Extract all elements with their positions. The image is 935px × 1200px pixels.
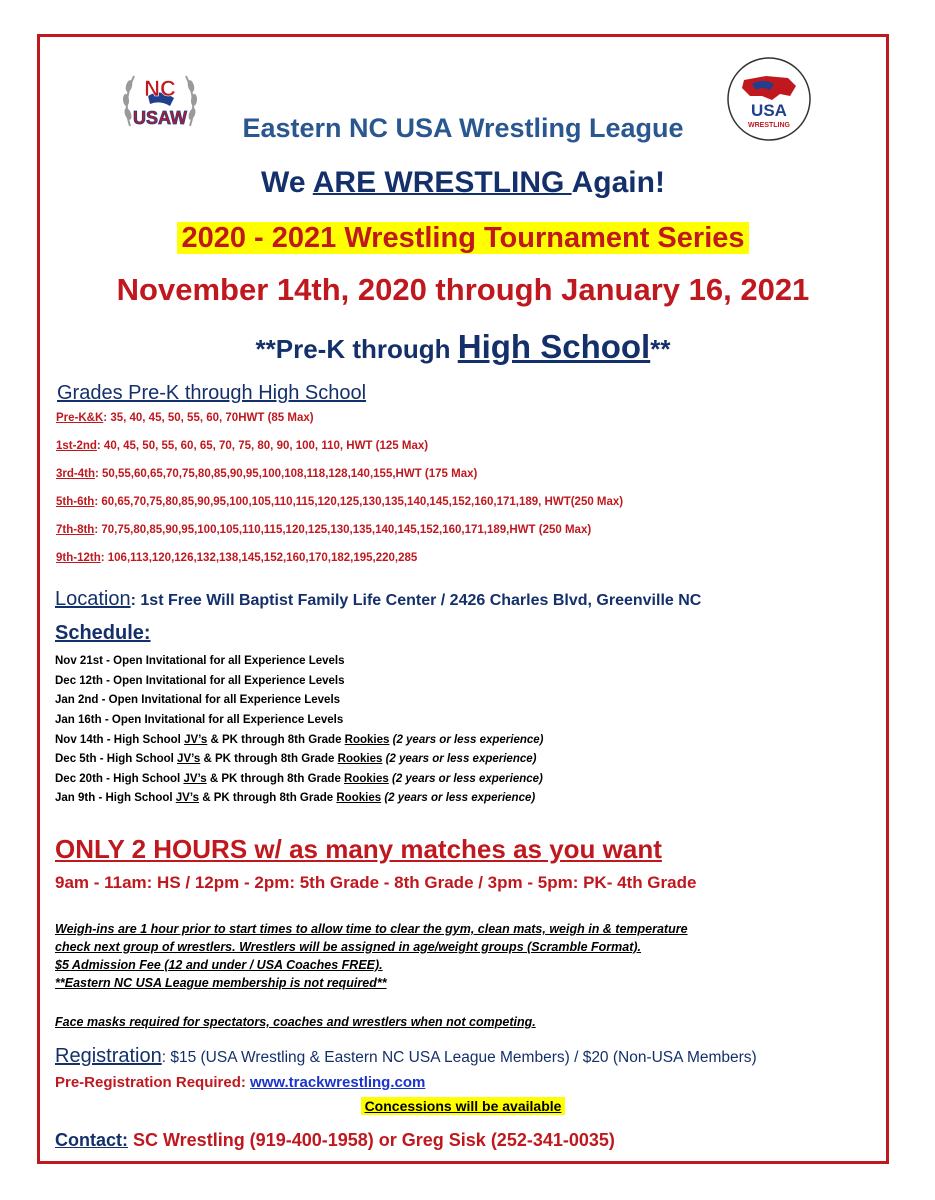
weight-class-row: 5th-6th: 60,65,70,75,80,85,90,95,100,105,110,115,120,125,130,135,140,145,152,160,171,189, HWT(250 Max) bbox=[56, 496, 624, 508]
age-range-headline: **Pre-K through High School** bbox=[255, 328, 671, 365]
contact-line: Contact: SC Wrestling (919-400-1958) or Greg Sisk (252-341-0035) bbox=[55, 1130, 615, 1150]
schedule-item: Dec 12th - Open Invitational for all Experience Levels bbox=[55, 675, 345, 687]
trackwrestling-link[interactable]: www.trackwrestling.com bbox=[250, 1074, 426, 1091]
concessions-text: Concessions will be available bbox=[361, 1097, 566, 1115]
face-mask-note: Face masks required for spectators, coaches and wrestlers when not competing. bbox=[55, 1015, 536, 1029]
weight-class-row: 3rd-4th: 50,55,60,65,70,75,80,85,90,95,100,108,118,128,140,155,HWT (175 Max) bbox=[56, 468, 478, 480]
wrestling-again-headline: We ARE WRESTLING Again! bbox=[261, 166, 665, 199]
registration-line: Registration: $15 (USA Wrestling & Eastern NC USA League Members) / $20 (Non-USA Members) bbox=[55, 1045, 757, 1067]
schedule-heading: Schedule: bbox=[55, 622, 151, 644]
weigh-in-note: Weigh-ins are 1 hour prior to start times to allow time to clear the gym, clean mats, weigh in & temperature bbox=[55, 922, 688, 936]
pre-registration-line: Pre-Registration Required: www.trackwrestling.com bbox=[55, 1074, 426, 1091]
weight-class-row: 1st-2nd: 40, 45, 50, 55, 60, 65, 70, 75, 80, 90, 100, 110, HWT (125 Max) bbox=[56, 440, 429, 452]
schedule-item: Dec 20th - High School JV’s & PK through 8th Grade Rookies (2 years or less experience) bbox=[55, 773, 543, 785]
admission-note: $5 Admission Fee (12 and under / USA Coaches FREE). bbox=[55, 958, 383, 972]
series-banner bbox=[40, 222, 886, 255]
schedule-item: Jan 2nd - Open Invitational for all Experience Levels bbox=[55, 694, 341, 706]
weight-class-row: 9th-12th: 106,113,120,126,132,138,145,152,160,170,182,195,220,285 bbox=[56, 552, 418, 564]
schedule-item: Nov 21st - Open Invitational for all Experience Levels bbox=[55, 655, 345, 667]
series-dates: November 14th, 2020 through January 16, 2021 bbox=[116, 272, 810, 307]
schedule-item: Dec 5th - High School JV’s & PK through 8th Grade Rookies (2 years or less experience) bbox=[55, 753, 537, 765]
weight-class-row: 7th-8th: 70,75,80,85,90,95,100,105,110,115,120,125,130,135,140,145,152,160,171,189,HWT (250 Max) bbox=[56, 524, 592, 536]
schedule-item: Nov 14th - High School JV’s & PK through 8th Grade Rookies (2 years or less experience) bbox=[55, 734, 544, 746]
schedule-item: Jan 9th - High School JV’s & PK through 8th Grade Rookies (2 years or less experience) bbox=[55, 792, 536, 804]
schedule-item: Jan 16th - Open Invitational for all Experience Levels bbox=[55, 714, 344, 726]
weigh-in-note: check next group of wrestlers. Wrestlers will be assigned in age/weight groups (Scramble Format). bbox=[55, 940, 642, 954]
weight-class-row: Pre-K&K: 35, 40, 45, 50, 55, 60, 70HWT (85 Max) bbox=[56, 412, 314, 424]
svg-text:NC: NC bbox=[144, 76, 176, 101]
membership-note: **Eastern NC USA League membership is not required** bbox=[55, 976, 387, 990]
session-times: 9am - 11am: HS / 12pm - 2pm: 5th Grade - 8th Grade / 3pm - 5pm: PK- 4th Grade bbox=[55, 873, 697, 892]
svg-text:USA: USA bbox=[751, 101, 787, 120]
svg-text:USAW: USAW bbox=[133, 108, 187, 128]
svg-text:WRESTLING: WRESTLING bbox=[748, 122, 790, 129]
location-line: Location: 1st Free Will Baptist Family Life Center / 2426 Charles Blvd, Greenville NC bbox=[55, 588, 702, 610]
concessions-banner bbox=[40, 1098, 886, 1116]
league-title: Eastern NC USA Wrestling League bbox=[242, 113, 684, 143]
grades-heading: Grades Pre-K through High School bbox=[57, 382, 367, 404]
series-title: 2020 - 2021 Wrestling Tournament Series bbox=[177, 222, 748, 254]
session-headline: ONLY 2 HOURS w/ as many matches as you want bbox=[55, 834, 662, 864]
